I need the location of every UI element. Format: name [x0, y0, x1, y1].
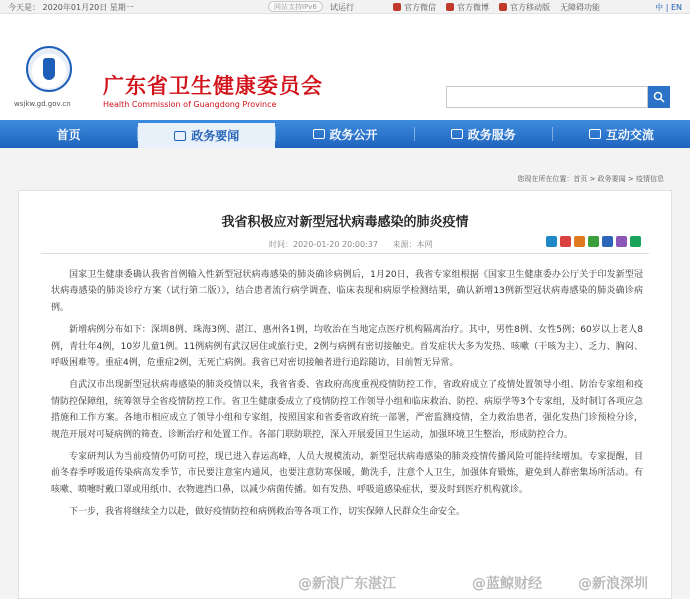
share-icon[interactable]	[560, 236, 571, 247]
search-input[interactable]	[446, 86, 648, 108]
search-button[interactable]	[648, 86, 670, 108]
wechat-link[interactable]: 官方微信	[393, 2, 436, 13]
wechat-icon	[393, 3, 401, 11]
logo-emblem-icon[interactable]	[26, 46, 72, 92]
mobile-icon	[499, 3, 507, 11]
site-domain: wsjkw.gd.gov.cn	[14, 100, 71, 108]
share-icon[interactable]	[588, 236, 599, 247]
language-switch[interactable]: 中 | EN	[655, 3, 682, 12]
article-title: 我省积极应对新型冠状病毒感染的肺炎疫情	[221, 215, 469, 230]
accessibility-link[interactable]: 无障碍功能	[560, 3, 600, 12]
ipv6-badge: 网站支持IPv6	[268, 1, 323, 12]
site-title[interactable]: 广东省卫生健康委员会	[103, 73, 323, 98]
article-paragraph: 下一步，我省将继续全力以赴，做好疫情防控和病例救治等各项工作，切实保障人民群众生命安全。	[69, 507, 466, 518]
article-source: 来源：本网	[392, 240, 433, 249]
share-icon[interactable]	[630, 236, 641, 247]
news-icon	[174, 131, 186, 141]
watermark: @新浪广东湛江	[298, 576, 396, 592]
watermark: @新浪深圳	[578, 576, 648, 592]
article-body	[51, 267, 643, 527]
service-icon	[451, 129, 463, 139]
top-utility-bar	[0, 0, 690, 14]
chat-icon	[589, 129, 601, 139]
share-icon[interactable]	[616, 236, 627, 247]
nav-open-affairs[interactable]: 政务公开	[276, 120, 413, 148]
weibo-link[interactable]: 官方微博	[446, 2, 489, 13]
nav-services[interactable]: 政务服务	[415, 120, 552, 148]
article-meta	[269, 239, 445, 250]
article-time: 时间：2020-01-20 20:00:37	[269, 240, 378, 249]
site-header	[0, 14, 690, 120]
weibo-icon	[446, 3, 454, 11]
site-title-english: Health Commission of Guangdong Province	[103, 100, 277, 109]
nav-news[interactable]: 政务要闻	[138, 123, 275, 148]
article-paragraph: 自武汉市出现新型冠状病毒感染的肺炎疫情以来，我省省委、省政府高度重视疫情防控工作，省政府成立了疫情处置领导小组、防治专家组和疫情防控保障组，统筹领导全省疫情防控工作。省卫生健康委成立了疫情防控工作领导小组和临床救治、防控、病原学等3个专家组，及时制订各项应急措施和工作方案。各地市相应成立了领导小组和专家组，按照国家和省委省政府统一部署，严密监测疫情，全力救治患者，强化发热门诊预检分诊，规范开展对可疑病例的筛查、诊断治疗和处置工作。各部门联防联控，深入开展爱国卫生运动，加强环境卫生整治，形成防控合力。	[51, 380, 643, 440]
share-icon[interactable]	[574, 236, 585, 247]
watermark: @蓝鲸财经	[472, 576, 542, 592]
share-icon[interactable]	[546, 236, 557, 247]
share-icon[interactable]	[602, 236, 613, 247]
article-paragraph: 国家卫生健康委确认我省首例输入性新型冠状病毒感染的肺炎确诊病例后，1月20日，我省专家组根据《国家卫生健康委办公厅关于印发新型冠状病毒感染的肺炎诊疗方案（试行第二版）》，结合患者流行病学调查、临床表现和病原学检测结果，确认新增13例新型冠状病毒感染的肺炎确诊病例。	[51, 270, 643, 313]
article-panel	[18, 190, 672, 599]
search-icon	[653, 91, 665, 103]
nav-interaction[interactable]: 互动交流	[553, 120, 690, 148]
nav-home[interactable]: 首页	[56, 127, 81, 142]
current-date: 今天是： 2020年01月20日 星期一	[8, 3, 134, 12]
share-bar	[546, 236, 641, 247]
mobile-link[interactable]: 官方移动版	[499, 2, 550, 13]
article-paragraph: 新增病例分布如下：深圳8例、珠海3例、湛江、惠州各1例，均收治在当地定点医疗机构隔离治疗。其中，男性8例、女性5例；60岁以上老人8例，青壮年4例，10岁儿童1例。11例病例有武汉居住或旅行史，2例与病例有密切接触史。首发症状大多为发热、咳嗽（干咳为主）、乏力、胸闷、呼吸困难等。重症4例，危重症2例，无死亡病例。我省已对密切接触者进行追踪随访，目前暂无异常。	[51, 325, 643, 369]
topbar-links	[393, 2, 600, 13]
trial-run-label: 试运行	[330, 3, 354, 12]
doc-icon	[313, 129, 325, 139]
title-divider	[41, 253, 649, 254]
article-paragraph: 专家研判认为当前疫情仍可防可控，现已进入春运高峰，人员大规模流动，新型冠状病毒感染的肺炎疫情传播风险可能持续增加。专家提醒，目前冬春季呼吸道传染病高发季节，市民要注意室内通风，也要注意防寒保暖，勤洗手，注意个人卫生，加强体育锻炼，避免到人群密集场所活动。有咳嗽、喷嚏时戴口罩或用纸巾、衣物遮挡口鼻，以减少病菌传播。如有发热、呼吸道感染症状，要及时到医疗机构就诊。	[51, 452, 643, 495]
main-nav	[0, 120, 690, 148]
breadcrumb[interactable]: 您现在所在位置：首页 > 政务要闻 > 疫情信息	[517, 175, 664, 183]
